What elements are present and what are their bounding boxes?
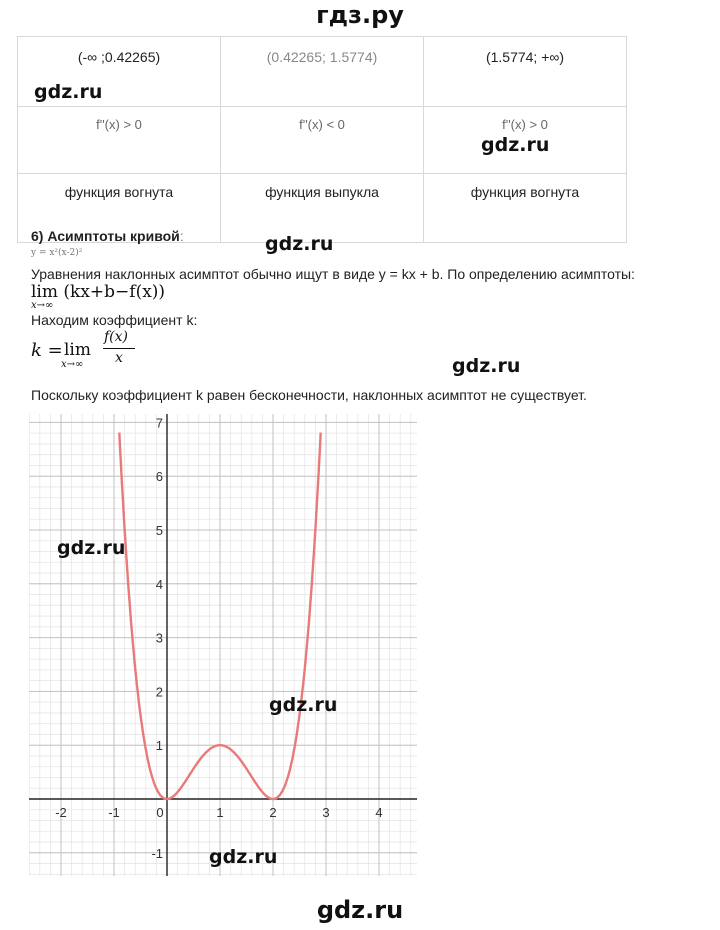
watermark: gdz.ru: [481, 134, 550, 156]
y-tick-label: -1: [151, 845, 163, 861]
watermark: gdz.ru: [209, 846, 278, 868]
heading-suffix: :: [179, 228, 184, 244]
k-lhs: k =: [31, 340, 63, 361]
y-tick-label: 5: [155, 523, 163, 538]
table-cell: (-∞ ;0.42265): [18, 37, 221, 107]
k-lim: lim: [64, 340, 91, 360]
y-tick-label: 7: [155, 415, 163, 431]
graph-svg: [29, 414, 417, 876]
x-tick-label: 1: [216, 805, 224, 820]
table-cell: функция вогнута: [18, 174, 221, 243]
k-numerator: f(x): [104, 329, 129, 345]
x-tick-label: 3: [322, 805, 330, 820]
find-k-text: Находим коэффициент k:: [31, 312, 198, 328]
site-footer: gdz.ru: [316, 896, 404, 924]
watermark: gdz.ru: [452, 355, 521, 377]
y-tick-label: 2: [155, 684, 163, 700]
x-tick-label: 0: [156, 805, 164, 820]
site-header: гдз.ру: [316, 1, 404, 29]
watermark: gdz.ru: [57, 537, 126, 559]
y-tick-label: 6: [155, 469, 163, 485]
asymptote-definition-text: Уравнения наклонных асимптот обычно ищут в виде y = kx + b. По определению асимптоты:: [31, 266, 635, 282]
limit-expression: [31, 282, 165, 302]
watermark: gdz.ru: [265, 233, 334, 255]
limit-expr-text: lim (kx+b−f(x)): [31, 282, 166, 302]
table-cell: (1.5774; +∞): [424, 37, 627, 107]
section-heading: [31, 228, 184, 244]
x-tick-label: -1: [108, 805, 120, 820]
fraction-bar: [103, 348, 135, 349]
watermark: gdz.ru: [269, 694, 338, 716]
k-denominator: x: [115, 350, 123, 366]
table-cell: функция вогнута: [424, 174, 627, 243]
table-cell: f''(x) > 0: [424, 107, 627, 174]
table-row: [18, 37, 627, 107]
k-lim-subscript: x→∞: [61, 359, 84, 370]
section-heading-text: 6) Асимптоты кривой: [31, 228, 180, 244]
table-cell: функция выпукла: [221, 174, 424, 243]
y-tick-label: 1: [155, 738, 163, 754]
y-tick-label: 4: [155, 576, 163, 592]
x-tick-label: -2: [55, 805, 67, 820]
watermark: gdz.ru: [34, 81, 103, 103]
conclusion-text: Поскольку коэффициент k равен бесконечности, наклонных асимптот не существует.: [31, 387, 587, 403]
table-cell: f''(x) > 0: [18, 107, 221, 174]
function-graph: [29, 414, 417, 876]
table-cell: f''(x) < 0: [221, 107, 424, 174]
table-cell: (0.42265; 1.5774): [221, 37, 424, 107]
x-tick-label: 2: [269, 805, 277, 820]
function-formula: y = x²(x-2)²: [31, 248, 83, 258]
limit-subscript: x→∞: [31, 300, 54, 311]
y-tick-label: 3: [155, 630, 163, 646]
x-tick-label: 4: [375, 805, 383, 820]
